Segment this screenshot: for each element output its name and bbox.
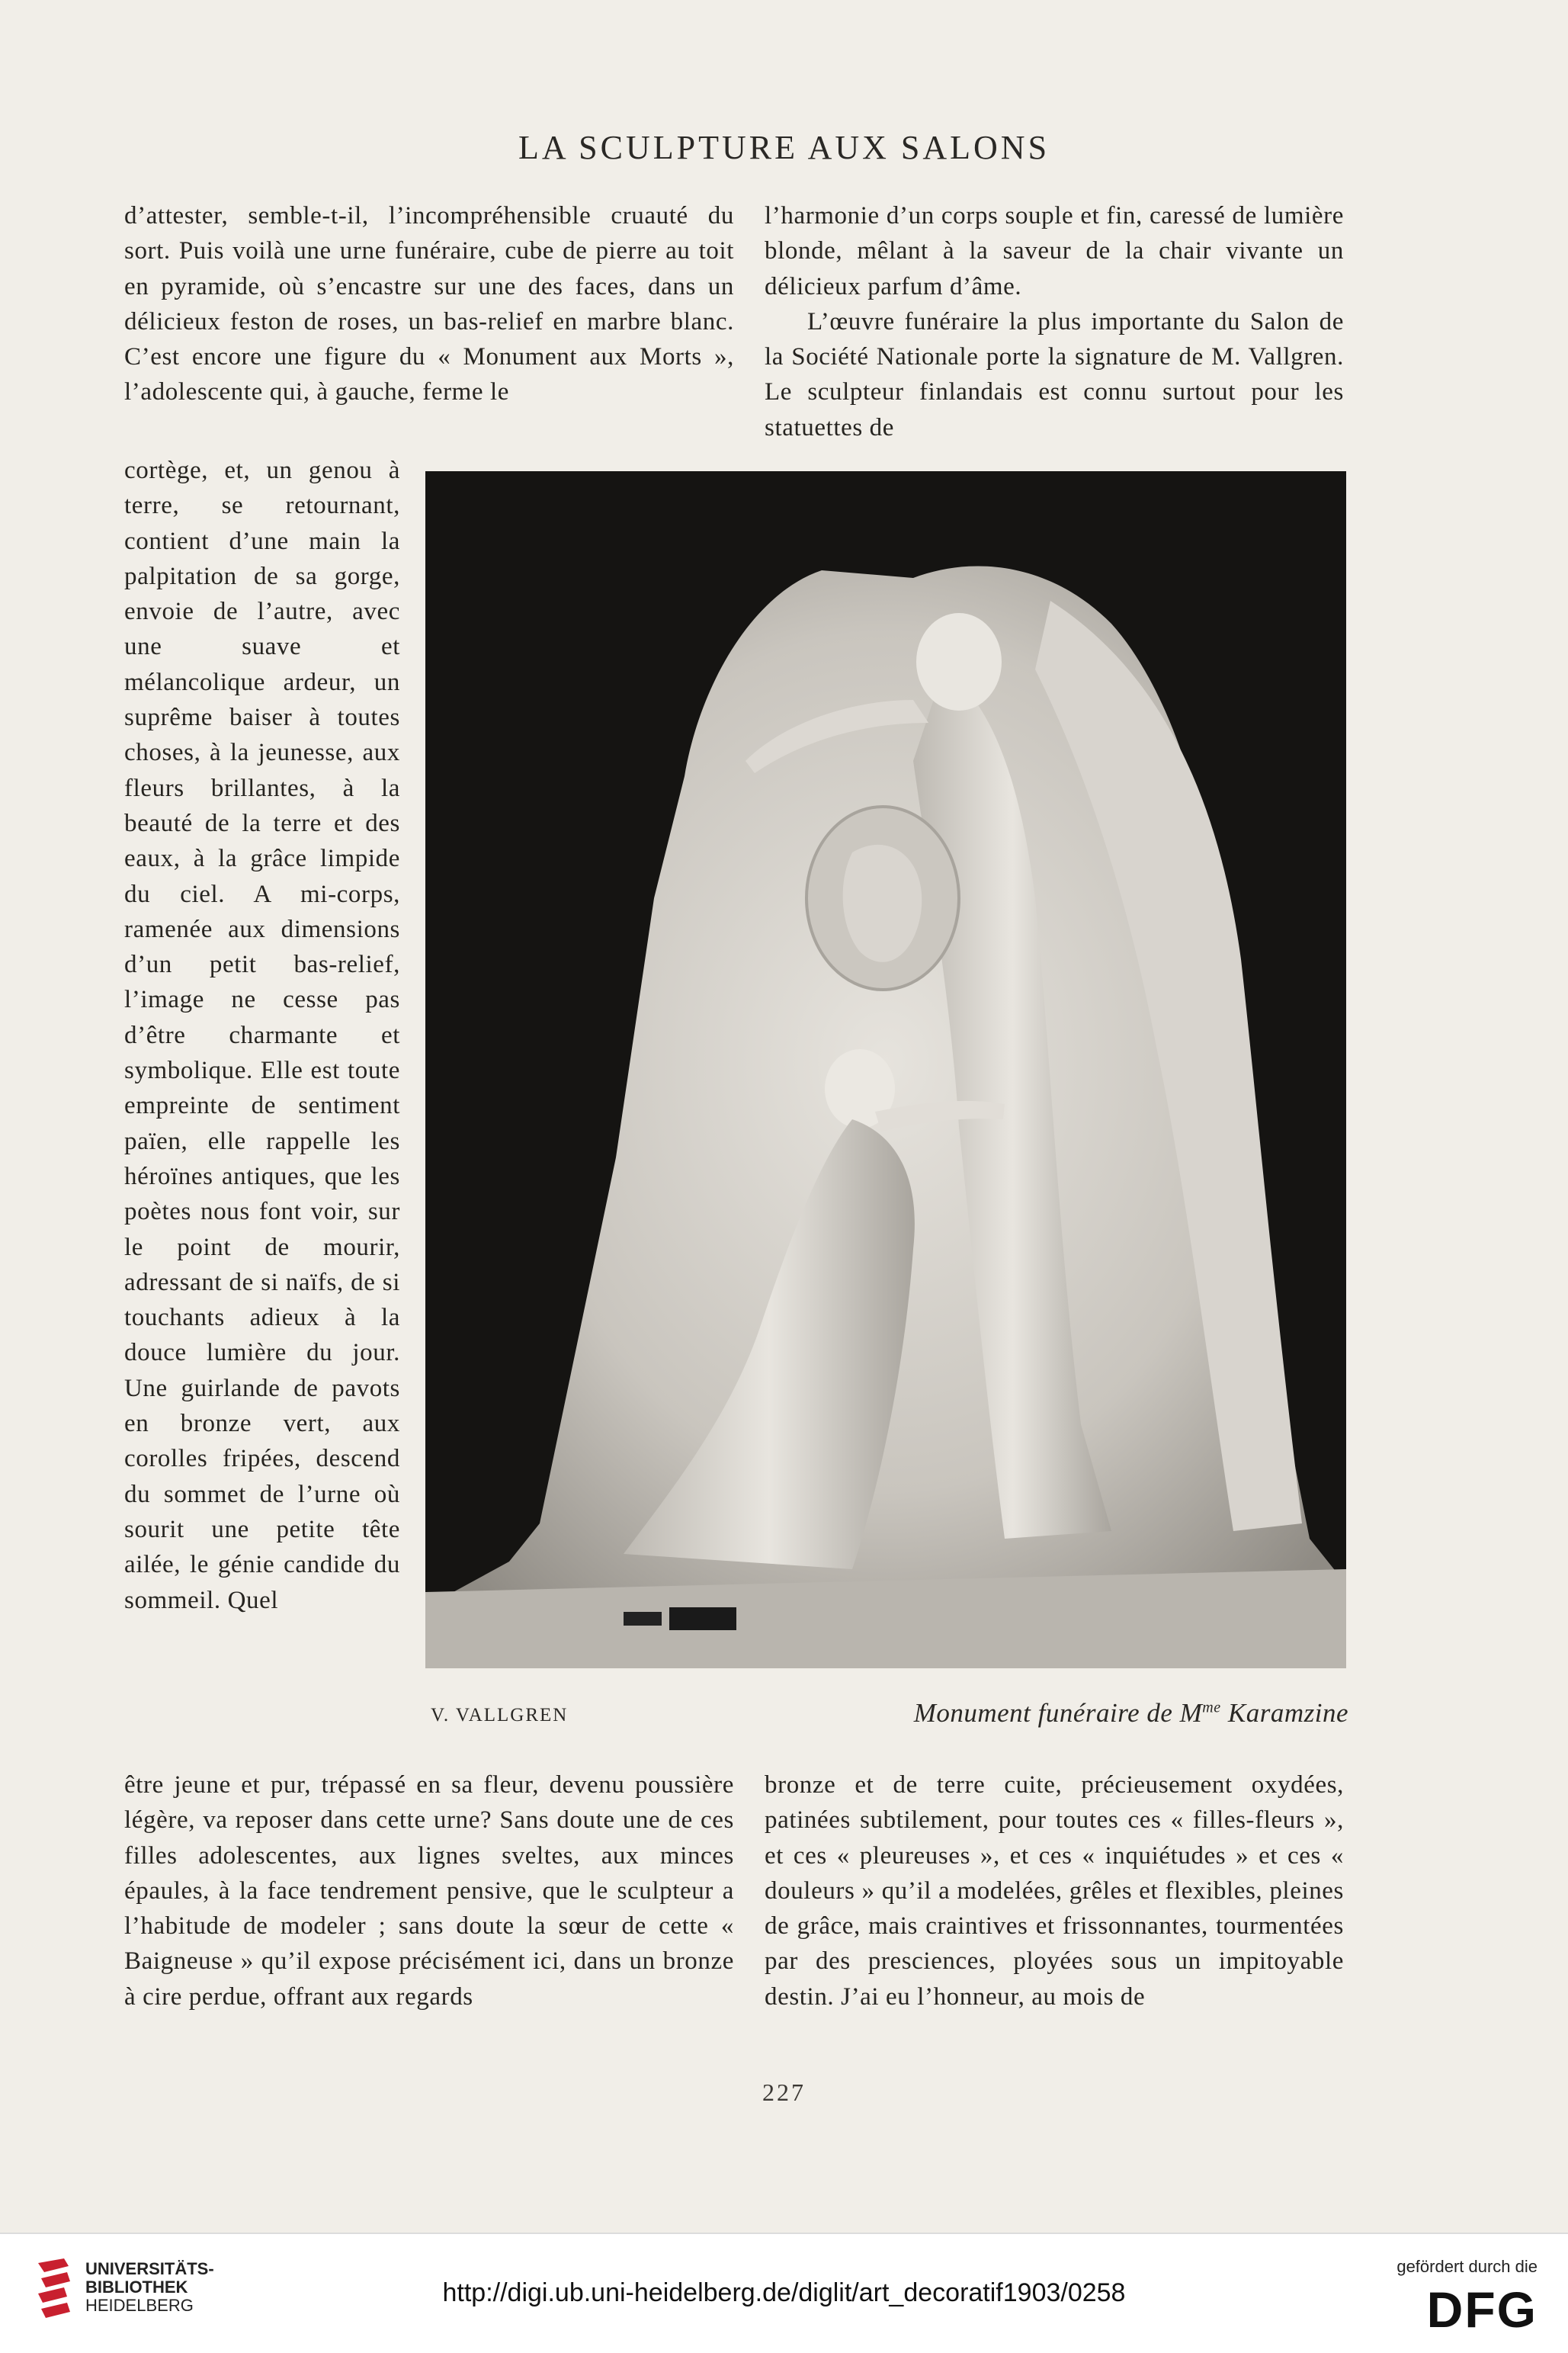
caption-prefix: Monument funéraire de M bbox=[913, 1698, 1203, 1728]
paragraph: d’attester, semble-t-il, l’incompréhensible cruauté du sort. Puis voilà une urne funéraire, cube de pierre au toit en pyramide, où s’encastre sur une des faces, dans un délicieux feston de roses, un bas-relief en marbre blanc. C’est encore une figure du « Monument aux Morts », l’adolescente qui, à gauche, ferme le bbox=[124, 202, 734, 406]
sculpture-illustration bbox=[425, 471, 1346, 1668]
figure-artist-credit: V. VALLGREN bbox=[431, 1705, 569, 1725]
left-column-bottom bbox=[124, 1767, 734, 2014]
sculpture-photograph bbox=[425, 471, 1346, 1668]
paragraph: l’harmonie d’un corps souple et fin, caressé de lumière blonde, mêlant à la saveur de la chair vivante un délicieux parfum d’âme. bbox=[765, 202, 1344, 300]
paragraph: cortège, et, un genou à terre, se retournant, contient d’une main la palpitation de sa gorge, envoie de l’autre, avec une suave et mélancolique ardeur, un suprême baiser à toutes choses, à la jeunesse, aux fleurs brillantes, à la beauté de la terre et des eaux, à la grâce limpide du ciel. A mi-corps, ramenée aux dimensions d’un petit bas-relief, l’image ne cesse pas d’être charmante et symbolique. Elle est toute empreinte de sentiment païen, elle rappelle les héroïnes antiques, que les poètes nous font voir, sur le point de mourir, adressant de si naïfs, de si touchants adieux à la douce lumière du jour. Une guirlande de pavots en bronze vert, aux corolles fripées, descend du sommet de l’urne où sourit une petite tête ailée, le génie candide du sommeil. Quel bbox=[124, 457, 400, 1614]
left-column-top bbox=[124, 198, 734, 410]
permalink-url[interactable]: http://digi.ub.uni-heidelberg.de/diglit/art_decoratif1903/0258 bbox=[442, 2278, 1126, 2307]
funder-label: gefördert durch die bbox=[1396, 2257, 1538, 2276]
left-column-wrap bbox=[124, 453, 400, 1618]
paragraph: L’œuvre funéraire la plus importante du Salon de la Société Nationale porte la signature de M. Vallgren. Le sculpteur finlandais est connu surtout pour les statuettes de bbox=[765, 307, 1344, 441]
paragraph: être jeune et pur, trépassé en sa fleur, devenu poussière légère, va reposer dans cette urne? Sans doute une de ces filles adolescentes, aux lignes sveltes, aux minces épaules, à la face tendrement pensive, que le sculpteur a l’habitude de modeler ; sans doute la sœur de cette « Baigneuse » qu’il expose précisément ici, dans un bronze à cire perdue, offrant aux regards bbox=[124, 1771, 734, 2011]
library-line: BIBLIOTHEK bbox=[85, 2278, 188, 2297]
library-line: UNIVERSITÄTS- bbox=[85, 2259, 214, 2278]
digitization-footer bbox=[0, 2233, 1568, 2353]
right-column-bottom bbox=[765, 1767, 1344, 2014]
caption-suffix: Karamzine bbox=[1220, 1698, 1348, 1728]
library-line: HEIDELBERG bbox=[85, 2296, 194, 2315]
page-number: 227 bbox=[762, 2079, 806, 2106]
figure-caption bbox=[914, 1698, 1348, 1729]
running-title: LA SCULPTURE AUX SALONS bbox=[518, 129, 1050, 166]
dfg-logo: DFG bbox=[1426, 2281, 1538, 2338]
caption-superscript: me bbox=[1202, 1699, 1221, 1716]
paragraph: bronze et de terre cuite, précieusement oxydées, patinées subtilement, pour toutes ces « filles-fleurs », et ces « pleureuses », et ces « inquiétudes » et ces « douleurs » qu’il a modelées, grêles et flexibles, pleines de grâce, mais craintives et frissonnantes, tourmentées par des presciences, ployées sous un impitoyable destin. J’ai eu l’honneur, au mois de bbox=[765, 1771, 1344, 2011]
right-column-top bbox=[765, 198, 1344, 445]
